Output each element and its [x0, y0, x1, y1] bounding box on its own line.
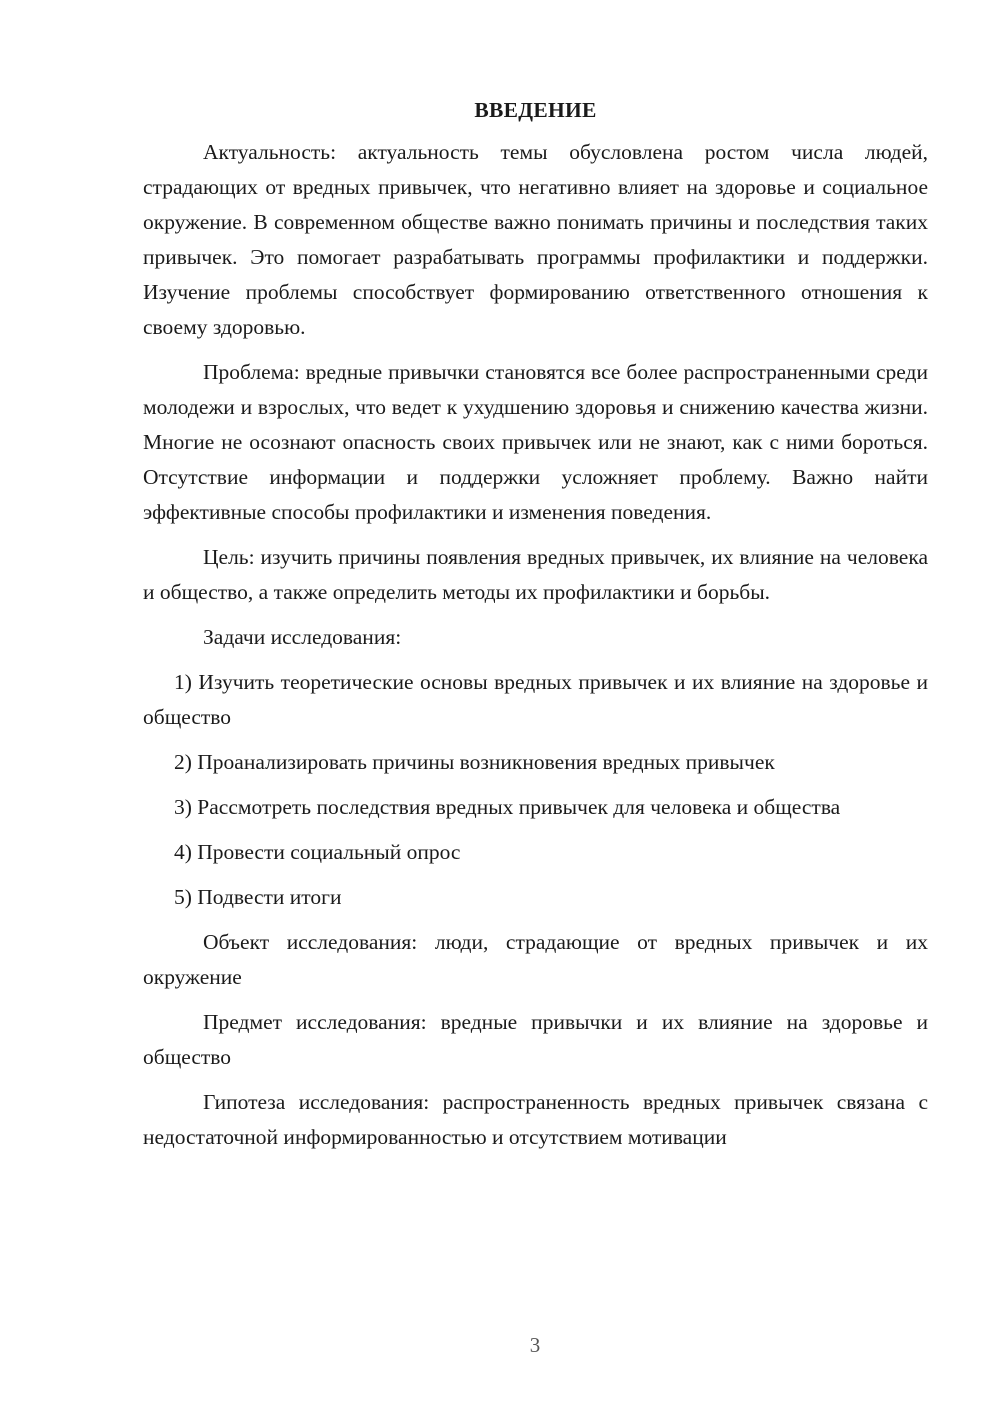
paragraph-subject: Предмет исследования: вредные привычки и их влияние на здоровье и общество	[143, 1010, 928, 1069]
task-item: 5) Подвести итоги	[174, 885, 342, 909]
document-page	[143, 95, 928, 1155]
task-item: 1) Изучить теоретические основы вредных привычек и их влияние на здоровье и общество	[143, 670, 928, 729]
task-item: 3) Рассмотреть последствия вредных привычек для человека и общества	[174, 795, 841, 819]
paragraph-tasks-heading: Задачи исследования:	[203, 625, 402, 649]
paragraph-object: Объект исследования: люди, страдающие от вредных привычек и их окружение	[143, 930, 928, 989]
paragraph-goal: Цель: изучить причины появления вредных привычек, их влияние на человека и общество, а также определить методы их профилактики и борьбы.	[143, 545, 928, 604]
task-item: 4) Провести социальный опрос	[174, 840, 461, 864]
paragraph-problem: Проблема: вредные привычки становятся все более распространенными среди молодежи и взрослых, что ведет к ухудшению здоровья и снижению качества жизни. Многие не осознают опасность своих привычек или не знают, как с ними бороться. Отсутствие информации и поддержки усложняет проблему. Важно найти эффективные способы профилактики и изменения поведения.	[143, 360, 928, 524]
paragraph-hypothesis: Гипотеза исследования: распространенность вредных привычек связана с недостаточной информированностью и отсутствием мотивации	[143, 1090, 928, 1149]
paragraph-relevance: Актуальность: актуальность темы обусловлена ростом числа людей, страдающих от вредных привычек, что негативно влияет на здоровье и социальное окружение. В современном обществе важно понимать причины и последствия таких привычек. Это помогает разрабатывать программы профилактики и поддержки. Изучение проблемы способствует формированию ответственного отношения к своему здоровью.	[143, 140, 928, 339]
section-title: ВВЕДЕНИЕ	[474, 98, 597, 122]
page-number: 3	[529, 1333, 541, 1357]
task-item: 2) Проанализировать причины возникновения вредных привычек	[174, 750, 775, 774]
